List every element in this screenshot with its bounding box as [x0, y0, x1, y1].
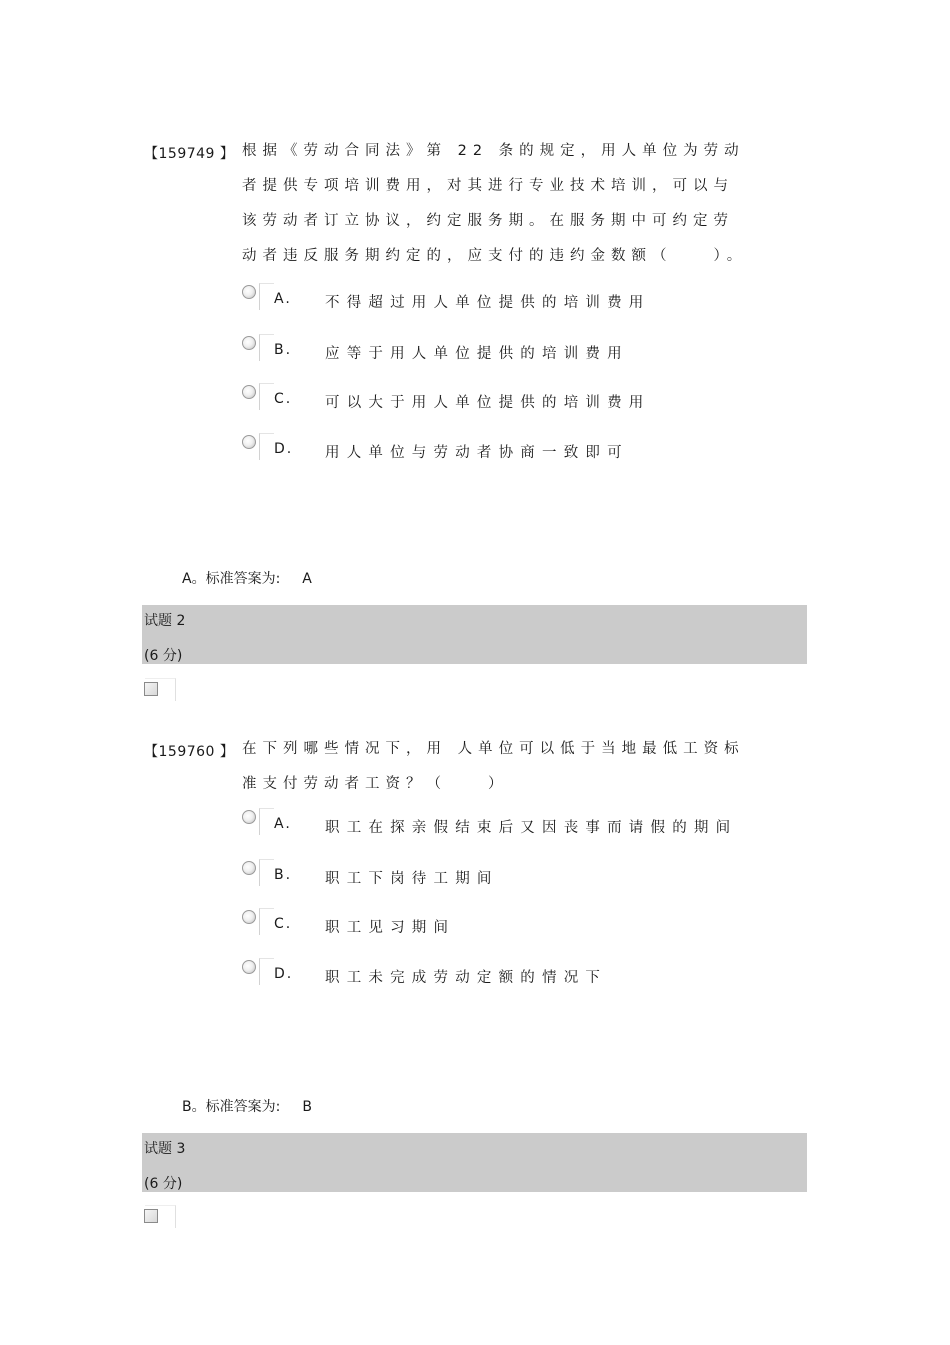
radio-frame	[259, 283, 274, 310]
radio-button[interactable]	[242, 810, 256, 824]
option-text: 应等于用人单位提供的培训费用	[325, 346, 629, 362]
option-letter: C.	[274, 391, 293, 407]
stem-line: 在下列哪些情况下，用 人单位可以低于当地最低工资标	[242, 741, 745, 757]
option-text: 职工见习期间	[325, 920, 456, 936]
option-letter: A.	[274, 291, 292, 307]
option-text: 职工下岗待工期间	[325, 871, 499, 887]
radio-frame	[259, 908, 274, 935]
radio-button[interactable]	[242, 861, 256, 875]
radio-button[interactable]	[242, 960, 256, 974]
flag-frame	[145, 678, 176, 701]
question-score: (6 分)	[144, 1176, 183, 1192]
question-159760	[144, 741, 784, 1001]
option-letter: D.	[274, 966, 294, 982]
option-a[interactable]	[242, 810, 762, 838]
option-a[interactable]	[242, 285, 762, 313]
option-letter: B.	[274, 867, 293, 883]
radio-frame	[259, 433, 274, 460]
radio-frame	[259, 808, 274, 835]
option-b[interactable]	[242, 861, 762, 889]
option-letter: A.	[274, 816, 292, 832]
flag-frame	[145, 1205, 176, 1228]
standard-answer	[182, 1096, 312, 1116]
stem-line: 者提供专项培训费用，对其进行专业技术培训，可以与	[242, 178, 734, 194]
option-text: 用人单位与劳动者协商一致即可	[325, 445, 629, 461]
option-text: 职工在探亲假结束后又因丧事而请假的期间	[325, 820, 738, 836]
option-letter: B.	[274, 342, 293, 358]
option-letter: D.	[274, 441, 294, 457]
question-title: 试题 2	[144, 613, 186, 629]
question-title: 试题 3	[144, 1141, 186, 1157]
option-c[interactable]	[242, 910, 762, 938]
radio-button[interactable]	[242, 336, 256, 350]
question-id: 【159760 】	[144, 744, 235, 760]
question-header-3	[142, 1133, 807, 1192]
standard-answer	[182, 568, 312, 588]
answer-prefix: A。标准答案为:	[182, 571, 281, 587]
question-stem	[242, 134, 772, 274]
radio-button[interactable]	[242, 435, 256, 449]
radio-button[interactable]	[242, 385, 256, 399]
stem-line: 准支付劳动者工资？（ ）	[242, 776, 509, 792]
question-id: 【159749 】	[144, 146, 235, 162]
radio-frame	[259, 958, 274, 985]
question-159749	[144, 143, 784, 473]
option-letter: C.	[274, 916, 293, 932]
answer-value: B	[302, 1099, 312, 1115]
option-c[interactable]	[242, 385, 762, 413]
stem-line: 根据《劳动合同法》第 22 条的规定，用人单位为劳动	[242, 143, 745, 159]
option-b[interactable]	[242, 336, 762, 364]
answer-value: A	[302, 571, 312, 587]
option-text: 不得超过用人单位提供的培训费用	[325, 295, 651, 311]
question-score: (6 分)	[144, 648, 183, 664]
option-text: 职工未完成劳动定额的情况下	[325, 970, 608, 986]
option-d[interactable]	[242, 435, 762, 463]
radio-frame	[259, 383, 274, 410]
stem-line: 该劳动者订立协议，约定服务期。在服务期中可约定劳	[242, 213, 734, 229]
question-header-2	[142, 605, 807, 664]
option-text: 可以大于用人单位提供的培训费用	[325, 395, 651, 411]
stem-line: 动者违反服务期约定的，应支付的违约金数额（ ）。	[242, 248, 748, 264]
radio-frame	[259, 859, 274, 886]
question-stem	[242, 732, 772, 802]
option-d[interactable]	[242, 960, 762, 988]
radio-frame	[259, 334, 274, 361]
radio-button[interactable]	[242, 285, 256, 299]
answer-prefix: B。标准答案为:	[182, 1099, 281, 1115]
radio-button[interactable]	[242, 910, 256, 924]
